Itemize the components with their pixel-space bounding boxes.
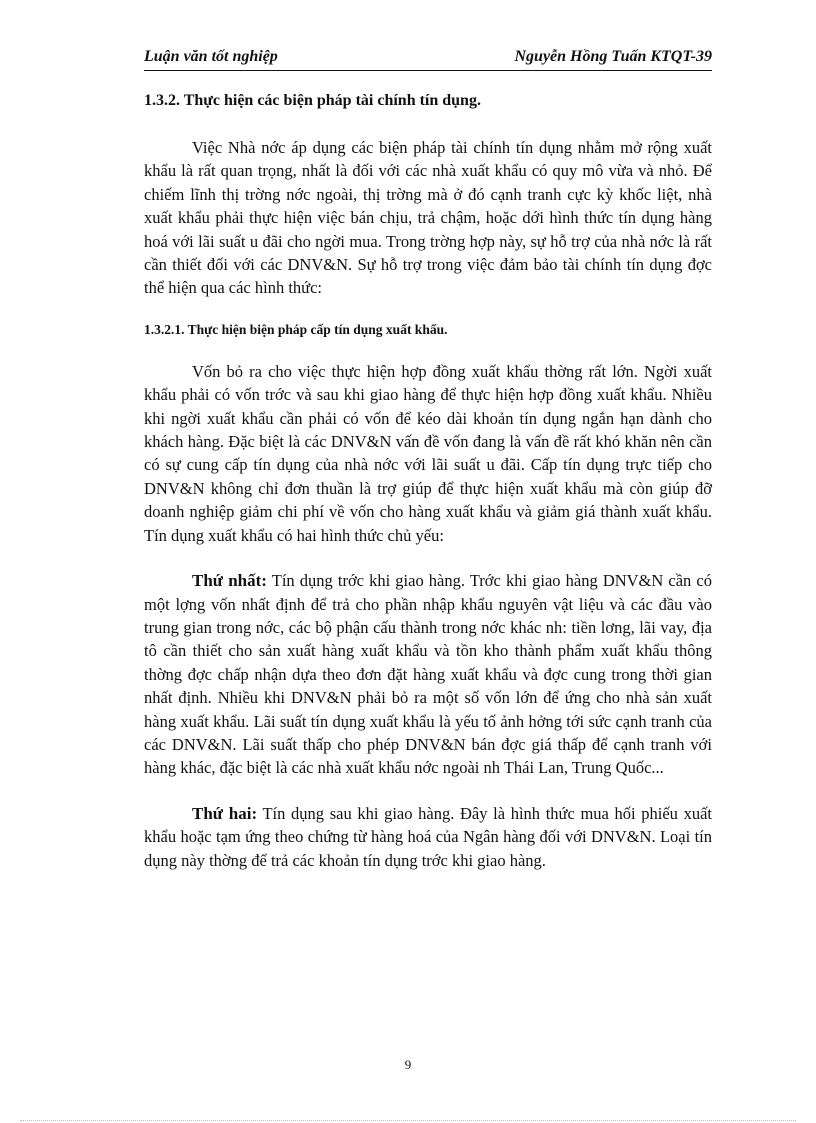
page-number: 9: [404, 1057, 412, 1072]
second-form-lead: Thứ hai:: [192, 803, 258, 823]
paragraph-intro: Việc Nhà nớc áp dụng các biện pháp tài chính tín dụng nhằm mở rộng xuất khẩu là rất quan trọng, nhất là đối với các nhà xuất khẩu có quy mô vừa và nhỏ. Để chiếm lĩnh thị trờng nớc ngoài, thị trờng mà ở đó cạnh tranh cực kỳ khốc liệt, nhà xuất khẩu phải thực hiện việc bán chịu, trả chậm, hoặc dới hình thức tín dụng hàng hoá với lãi suất u đãi cho ngời mua. Trong trờng hợp này, sự hỗ trợ của nhà nớc là rất cần thiết đối với các DNV&N. Sự hỗ trợ trong việc đảm bảo tài chính tín dụng đợc thể hiện qua các hình thức:: [144, 138, 712, 298]
paragraph-first-form: [144, 569, 712, 780]
header-thesis-label: Luận văn tốt nghiệp: [144, 48, 278, 65]
paragraph-export-credit: Vốn bỏ ra cho việc thực hiện hợp đồng xuất khẩu thờng rất lớn. Ngời xuất khẩu phải có vốn trớc và sau khi giao hàng để thực hiện hợp đồng xuất khẩu. Nhiều khi ngời xuất khẩu cần phải có vốn để kéo dài khoản tín dụng ngắn hạn dành cho khách hàng. Đặc biệt là các DNV&N vấn đề vốn đang là vấn đề rất khó khăn nên cần có sự cung cấp tín dụng của nhà nớc với lãi suất u đãi. Cấp tín dụng trực tiếp cho DNV&N không chỉ đơn thuần là trợ giúp để thực hiện xuất khẩu mà còn giúp đỡ doanh nghiệp giảm chi phí về vốn cho hàng xuất khẩu và giảm giá thành xuất khẩu. Tín dụng xuất khẩu có hai hình thức chủ yếu:: [144, 361, 712, 545]
first-form-lead: Thứ nhất:: [192, 571, 267, 591]
page-content: [144, 92, 712, 890]
section-heading: 1.3.2. Thực hiện các biện pháp tài chính tín dụng.: [144, 92, 481, 109]
page-bottom-rule: [20, 1120, 796, 1121]
subsection-heading: 1.3.2.1. Thực hiện biện pháp cấp tín dụng xuất khẩu.: [144, 321, 448, 337]
page-header: [144, 48, 712, 71]
second-form-text: Tín dụng sau khi giao hàng. Đây là hình thức mua hối phiếu xuất khẩu hoặc tạm ứng theo chứng từ hàng hoá của Ngân hàng đối với DNV&N. Loại tín dụng này thờng để trả các khoản tín dụng trớc khi giao hàng.: [144, 803, 712, 870]
header-author: Nguyễn Hồng Tuấn KTQT-39: [514, 48, 712, 65]
paragraph-second-form: [144, 802, 712, 872]
first-form-text: Tín dụng trớc khi giao hàng. Trớc khi giao hàng DNV&N cần có một lợng vốn nhất định để trả cho phần nhập khẩu nguyên vật liệu và các đầu vào trung gian trong nớc, các bộ phận cấu thành trong nớc khác nh: tiền lơng, lãi vay, địa tô cần thiết cho sản xuất hàng xuất khẩu và tồn kho thành phẩm xuất khẩu thông thờng đợc chấp nhận dựa theo đơn đặt hàng xuất khẩu và đợc cung trong thời gian nhất định. Nhiều khi DNV&N phải bỏ ra một số vốn lớn để ứng cho nhà sản xuất hàng xuất khẩu. Lãi suất tín dụng xuất khẩu là yếu tố ảnh hởng tới sức cạnh tranh của các DNV&N. Lãi suất thấp cho phép DNV&N bán đợc giá thấp để cạnh tranh với hàng khác, đặc biệt là các nhà xuất khẩu nớc ngoài nh Thái Lan, Trung Quốc...: [144, 571, 712, 778]
